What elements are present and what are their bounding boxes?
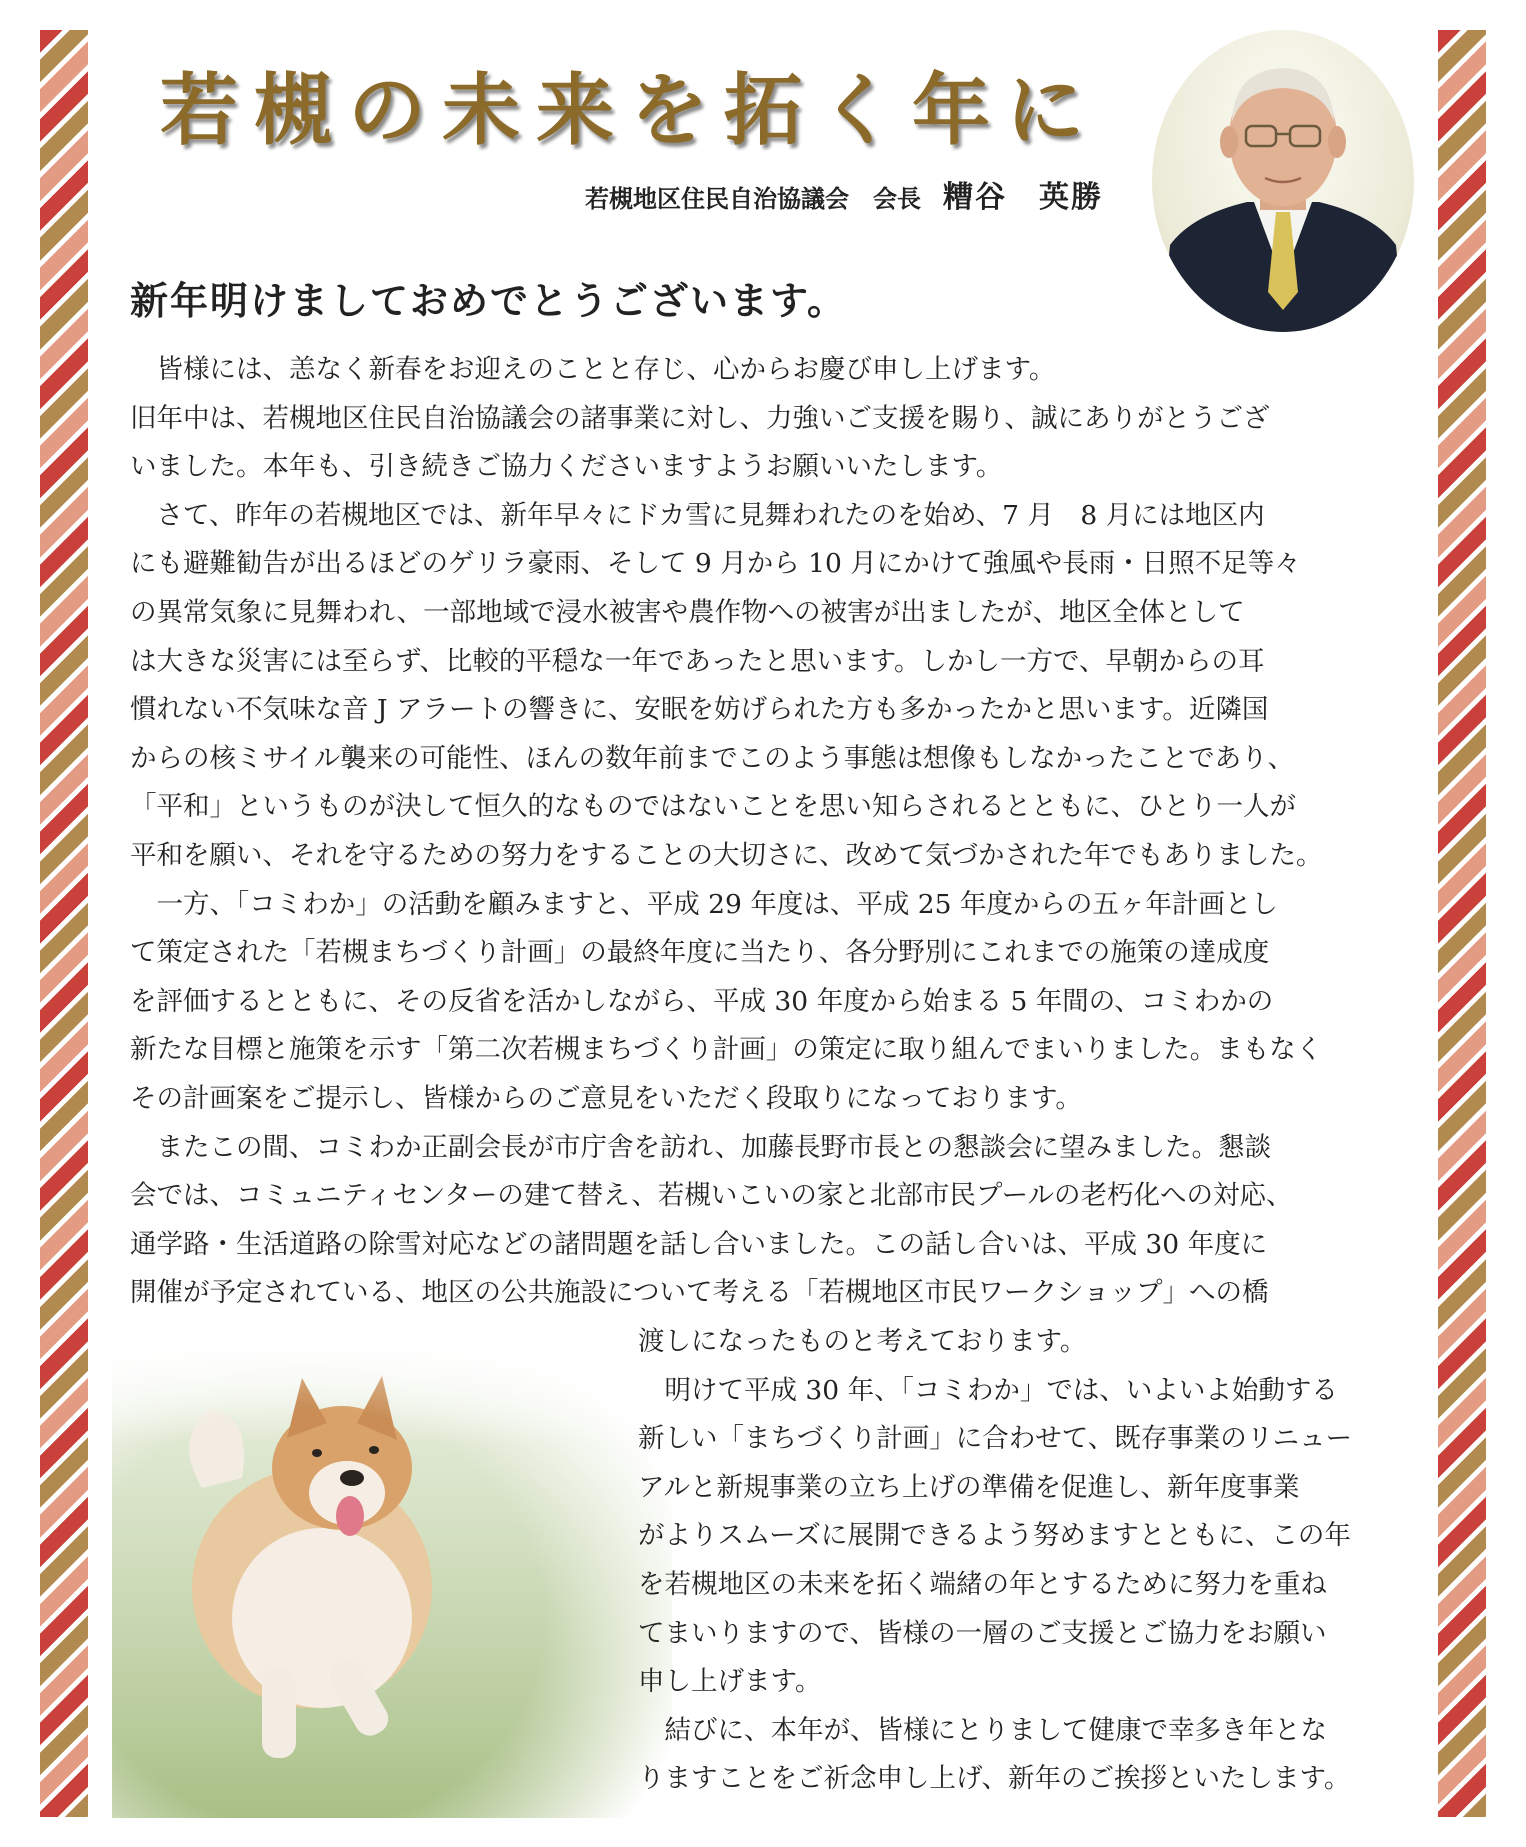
page-title: 若槻の未来を拓く年に bbox=[160, 65, 1101, 156]
body-line: またこの間、コミわか正副会長が市庁舎を訪れ、加藤長野市長との懇談会に望みました。懇談 bbox=[130, 1131, 1272, 1163]
author-affiliation: 若槻地区住民自治協議会 会長 bbox=[585, 184, 921, 213]
body-line: て策定された「若槻まちづくり計画」の最終年度に当たり、各分野別にこれまでの施策の達成度 bbox=[130, 937, 1270, 969]
body-line: てまいりますので、皆様の一層のご支援とご協力をお願い bbox=[638, 1617, 1327, 1649]
body-line: の異常気象に見舞われ、一部地域で浸水被害や農作物への被害が出ましたが、地区全体として bbox=[130, 596, 1245, 628]
body-line: 皆様には、恙なく新春をお迎えのことと存じ、心からお慶び申し上げます。 bbox=[130, 354, 1056, 385]
author-name: 糟谷 英勝 bbox=[943, 180, 1103, 215]
body-line: 旧年中は、若槻地区住民自治協議会の諸事業に対し、力強いご支援を賜り、誠にありがとうござ bbox=[130, 402, 1270, 434]
message-body-continued bbox=[638, 1318, 1400, 1804]
body-line: 申し上げます。 bbox=[638, 1666, 822, 1698]
body-line: 慣れない不気味な音 J アラートの響きに、安眠を妨げられた方も多かったかと思います。近隣国 bbox=[130, 694, 1269, 726]
body-line: 結びに、本年が、皆様にとりまして健康で幸多き年とな bbox=[638, 1714, 1327, 1746]
body-line: 通学路・生活道路の除雪対応などの諸問題を話し合いました。この話し合いは、平成 30 年度に bbox=[130, 1228, 1268, 1260]
dog-illustration bbox=[112, 1318, 672, 1818]
body-line: りますことをご祈念申し上げ、新年のご挨拶といたします。 bbox=[638, 1763, 1351, 1795]
author-credit bbox=[585, 172, 1103, 216]
body-line: さて、昨年の若槻地区では、新年早々にドカ雪に見舞われたのを始め、7 月 8 月には地区内 bbox=[130, 499, 1265, 531]
body-line: にも避難勧告が出るほどのゲリラ豪雨、そして 9 月から 10 月にかけて強風や長雨・日照不足等々 bbox=[130, 548, 1301, 580]
body-line: 開催が予定されている、地区の公共施設について考える「若槻地区市民ワークショップ」への橋 bbox=[130, 1277, 1269, 1309]
body-line: は大きな災害には至らず、比較的平穏な一年であったと思います。しかし一方で、早朝からの耳 bbox=[130, 645, 1265, 677]
body-line: を評価するとともに、その反省を活かしながら、平成 30 年度から始まる 5 年間の、コミわかの bbox=[130, 985, 1274, 1017]
body-line: を若槻地区の未来を拓く端緒の年とするために努力を重ね bbox=[638, 1568, 1327, 1600]
body-line: がよりスムーズに展開できるよう努めますとともに、この年 bbox=[638, 1520, 1351, 1552]
body-line: 会では、コミュニティセンターの建て替え、若槻いこいの家と北部市民プールの老朽化への対応、 bbox=[130, 1180, 1293, 1212]
body-line: 明けて平成 30 年、「コミわか」では、いよいよ始動する bbox=[638, 1374, 1338, 1406]
body-line: 一方、「コミわか」の活動を顧みますと、平成 29 年度は、平成 25 年度からの五ヶ年計画とし bbox=[130, 888, 1278, 920]
portrait-illustration bbox=[1152, 30, 1414, 332]
author-portrait bbox=[1152, 30, 1414, 332]
body-line: からの核ミサイル襲来の可能性、ほんの数年前までこのよう事態は想像もしなかったことであり、 bbox=[130, 742, 1295, 774]
body-line: 平和を願い、それを守るための努力をすることの大切さに、改めて気づかされた年でもありました。 bbox=[130, 839, 1323, 871]
body-line: いました。本年も、引き続きご協力くださいますようお願いいたします。 bbox=[130, 451, 1003, 483]
message-body bbox=[130, 346, 1400, 1318]
body-line: 新たな目標と施策を示す「第二次若槻まちづくり計画」の策定に取り組んでまいりました。まもなく bbox=[130, 1034, 1323, 1066]
body-line: 渡しになったものと考えております。 bbox=[638, 1326, 1087, 1357]
decorative-border-right bbox=[1438, 30, 1486, 1817]
shiba-dog-photo bbox=[112, 1318, 672, 1818]
body-line: その計画案をご提示し、皆様からのご意見をいただく段取りになっております。 bbox=[130, 1082, 1082, 1114]
body-line: 「平和」というものが決して恒久的なものではないことを思い知らされるとともに、ひとり一人が bbox=[130, 791, 1296, 823]
decorative-border-left bbox=[40, 30, 88, 1817]
greeting-heading: 新年明けましておめでとうございます。 bbox=[130, 278, 847, 323]
body-line: 新しい「まちづくり計画」に合わせて、既存事業のリニュー bbox=[638, 1423, 1353, 1455]
body-line: アルと新規事業の立ち上げの準備を促進し、新年度事業 bbox=[638, 1471, 1300, 1503]
